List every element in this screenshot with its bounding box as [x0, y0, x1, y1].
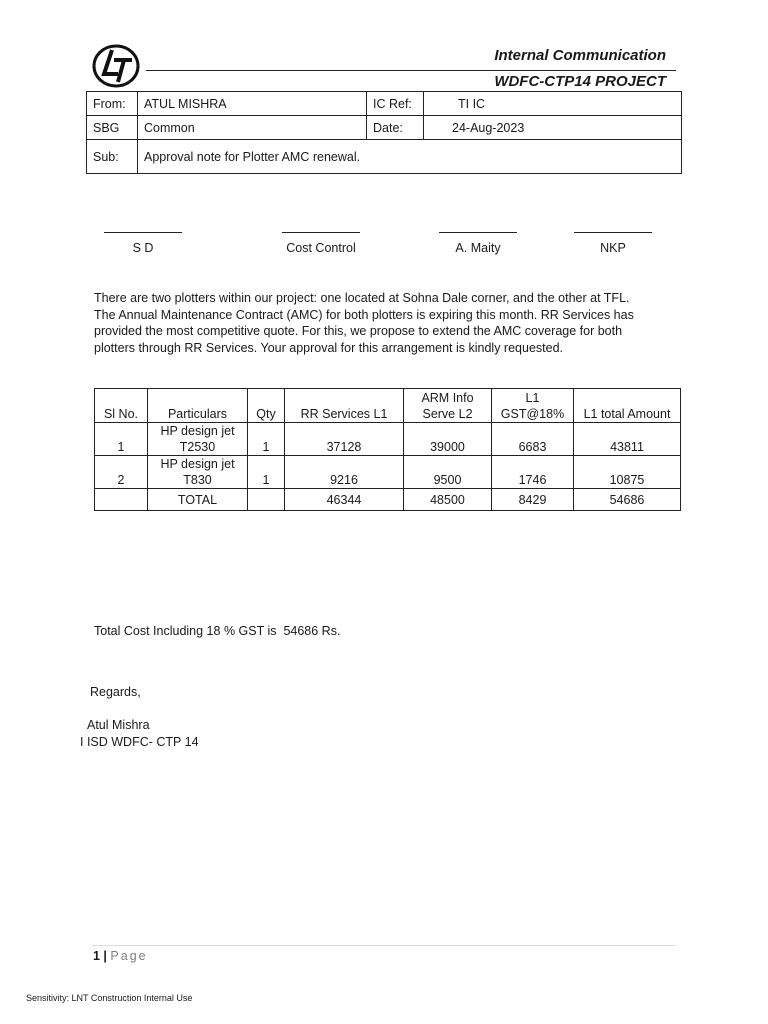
- quote-comparison-table: [94, 388, 681, 511]
- cell-qty: 1: [248, 423, 285, 456]
- header-line: L1: [525, 391, 540, 405]
- cell-qty: 1: [248, 456, 285, 489]
- cell-total: 54686: [574, 489, 681, 511]
- page-separator: |: [99, 949, 111, 963]
- signatory-name: S D: [132, 241, 154, 255]
- body-paragraph: [94, 290, 674, 356]
- signature-line: [282, 232, 360, 241]
- cell-rr: 37128: [285, 423, 404, 456]
- cell-total: 43811: [574, 423, 681, 456]
- cell-gst: 8429: [492, 489, 574, 511]
- table-row: [95, 423, 681, 456]
- col-header-arm: [404, 389, 492, 423]
- signatory-name: NKP: [600, 241, 626, 255]
- col-header-sl: Sl No.: [95, 389, 148, 423]
- sender-name: Atul Mishra: [87, 718, 150, 732]
- signature-line: [104, 232, 182, 241]
- cell-line: T830: [183, 473, 212, 487]
- cell-gst: 6683: [492, 423, 574, 456]
- col-header-rr: RR Services L1: [285, 389, 404, 423]
- signatory-name: A. Maity: [455, 241, 501, 255]
- signatory-nkp: [568, 232, 658, 255]
- header-line: GST@18%: [500, 407, 565, 421]
- cell-line: HP design jet: [160, 457, 235, 471]
- cell-gst: 1746: [492, 456, 574, 489]
- page-word: Page: [110, 949, 148, 963]
- subject-value: Approval note for Plotter AMC renewal.: [138, 140, 682, 174]
- cell-sl: [95, 489, 148, 511]
- memo-header-table: [86, 91, 682, 174]
- sbg-value: Common: [138, 116, 367, 140]
- footer-divider: [92, 945, 676, 946]
- cell-total-label: TOTAL: [148, 489, 248, 511]
- signature-line: [574, 232, 652, 241]
- signatory-a-maity: [433, 232, 523, 255]
- table-total-row: [95, 489, 681, 511]
- col-header-gst: [492, 389, 574, 423]
- body-line: The Annual Maintenance Contract (AMC) for both plotters is expiring this month. RR Services has: [94, 307, 634, 322]
- signatory-sd: [98, 232, 188, 255]
- from-value: ATUL MISHRA: [138, 92, 367, 116]
- header-line: ARM Info: [421, 391, 474, 405]
- table-header-row: [95, 389, 681, 423]
- signatory-name: Cost Control: [286, 241, 356, 255]
- cell-line: T2530: [179, 440, 216, 454]
- cell-rr: 46344: [285, 489, 404, 511]
- header-title: Internal Communication: [494, 47, 666, 64]
- cell-particulars: [148, 423, 248, 456]
- header-line: Serve L2: [422, 407, 473, 421]
- cell-total: 10875: [574, 456, 681, 489]
- header-divider: [146, 70, 676, 71]
- sensitivity-label: Sensitivity: LNT Construction Internal Use: [26, 993, 193, 1003]
- project-title: WDFC-CTP14 PROJECT: [494, 73, 666, 90]
- body-line: provided the most competitive quote. For this, we propose to extend the AMC coverage for both: [94, 324, 623, 338]
- cell-sl: 2: [95, 456, 148, 489]
- from-label: From:: [87, 92, 138, 116]
- body-line: There are two plotters within our project: one located at Sohna Dale corner, and the other at TFL.: [94, 291, 630, 305]
- col-header-qty: Qty: [248, 389, 285, 423]
- icref-label: IC Ref:: [367, 92, 424, 116]
- signatory-cost-control: [276, 232, 366, 255]
- total-cost-summary: Total Cost Including 18 % GST is 54686 Rs.: [94, 624, 341, 638]
- page-number: 1: [93, 949, 100, 963]
- page-footer: [93, 949, 148, 963]
- company-logo-icon: [92, 44, 140, 88]
- sender-department: I ISD WDFC- CTP 14: [80, 735, 199, 749]
- cell-particulars: [148, 456, 248, 489]
- signature-line: [439, 232, 517, 241]
- col-header-total: L1 total Amount: [574, 389, 681, 423]
- cell-arm: 39000: [404, 423, 492, 456]
- cell-qty: [248, 489, 285, 511]
- cell-arm: 9500: [404, 456, 492, 489]
- date-label: Date:: [367, 116, 424, 140]
- closing-regards: Regards,: [90, 685, 141, 699]
- cell-sl: 1: [95, 423, 148, 456]
- date-value: 24-Aug-2023: [424, 116, 682, 140]
- sbg-label: SBG: [87, 116, 138, 140]
- cell-arm: 48500: [404, 489, 492, 511]
- subject-label: Sub:: [87, 140, 138, 174]
- col-header-particulars: Particulars: [148, 389, 248, 423]
- body-line: plotters through RR Services. Your approval for this arrangement is kindly requested.: [94, 340, 563, 355]
- icref-value: TI IC: [424, 92, 682, 116]
- cell-line: HP design jet: [160, 424, 235, 438]
- table-row: [95, 456, 681, 489]
- cell-rr: 9216: [285, 456, 404, 489]
